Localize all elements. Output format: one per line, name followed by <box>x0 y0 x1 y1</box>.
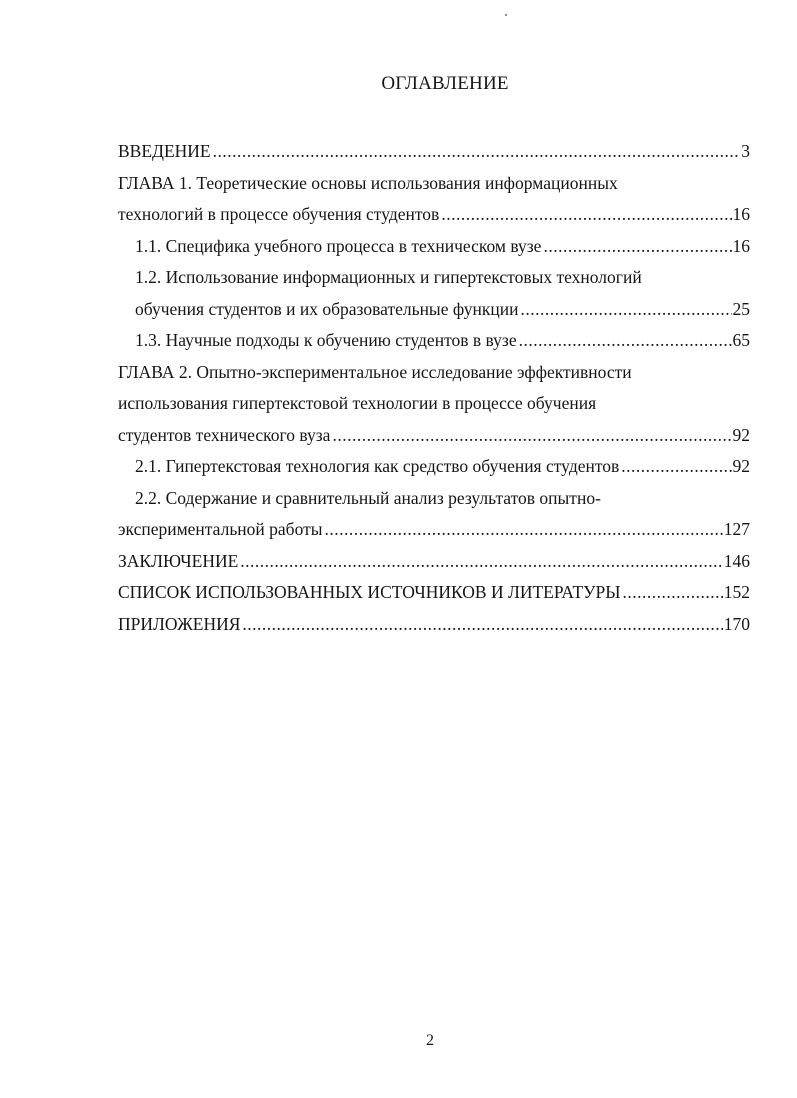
toc-entry-text: обучения студентов и их образовательные функции <box>135 298 519 319</box>
toc-entry-section-1-2 <box>118 262 750 294</box>
toc-leader-dots <box>543 231 731 263</box>
table-of-contents <box>118 136 750 640</box>
page-number: 2 <box>426 1032 434 1049</box>
toc-entry-page: 3 <box>741 141 750 161</box>
toc-leader-dots <box>213 136 741 168</box>
toc-entry-text: ГЛАВА 2. Опытно-экспериментальное исследование эффективности <box>118 361 632 382</box>
toc-entry-page: 65 <box>732 330 750 350</box>
toc-entry-page: 16 <box>732 235 750 256</box>
toc-entry-chapter-2 <box>118 357 750 389</box>
toc-entry-section-1-3 <box>118 325 750 357</box>
toc-entry-text: экспериментальной работы <box>118 519 323 539</box>
toc-entry-text: использования гипертекстовой технологии в процессе обучения <box>118 393 597 413</box>
toc-leader-dots <box>332 420 731 452</box>
toc-entry-text: 1.1. Специфика учебного процесса в техническом вузе <box>135 235 542 256</box>
toc-entry-page: 25 <box>732 298 750 319</box>
toc-entry-page: 152 <box>723 582 750 602</box>
toc-entry-section-1-2-cont <box>118 294 750 326</box>
toc-entry-chapter-2-cont-2 <box>118 420 750 452</box>
toc-entry-chapter-2-cont <box>118 388 750 420</box>
toc-entry-introduction <box>118 136 750 168</box>
toc-entry-text: 2.1. Гипертекстовая технология как средство обучения студентов <box>135 456 620 476</box>
toc-leader-dots <box>520 294 731 326</box>
toc-entry-page: 92 <box>732 456 750 476</box>
toc-entry-text: ПРИЛОЖЕНИЯ <box>118 613 241 634</box>
toc-leader-dots <box>242 609 722 641</box>
toc-entry-section-2-2 <box>118 483 750 515</box>
scan-speck <box>505 14 507 16</box>
toc-entry-section-2-2-cont <box>118 514 750 546</box>
toc-entry-section-1-1 <box>118 231 750 263</box>
toc-entry-text: ЗАКЛЮЧЕНИЕ <box>118 550 239 571</box>
toc-leader-dots <box>621 451 731 483</box>
toc-entry-section-2-1 <box>118 451 750 483</box>
toc-entry-chapter-1 <box>118 168 750 200</box>
toc-entry-text: 1.3. Научные подходы к обучению студентов в вузе <box>135 330 517 350</box>
toc-entry-text: ГЛАВА 1. Теоретические основы использования информационных <box>118 172 618 193</box>
toc-leader-dots <box>441 199 731 231</box>
toc-entry-text: СПИСОК ИСПОЛЬЗОВАННЫХ ИСТОЧНИКОВ И ЛИТЕРАТУРЫ <box>118 582 621 602</box>
toc-entry-references <box>118 577 750 609</box>
toc-entry-page: 146 <box>723 550 750 571</box>
toc-entry-appendices <box>118 609 750 641</box>
toc-entry-text: 1.2. Использование информационных и гипертекстовых технологий <box>135 267 642 287</box>
toc-entry-page: 16 <box>732 204 750 224</box>
toc-entry-page: 127 <box>723 519 750 539</box>
toc-entry-page: 170 <box>723 613 750 634</box>
toc-leader-dots <box>325 514 723 546</box>
toc-leader-dots <box>240 546 722 578</box>
toc-entry-text: технологий в процессе обучения студентов <box>118 204 440 224</box>
toc-leader-dots <box>519 325 732 357</box>
toc-title: ОГЛАВЛЕНИЕ <box>381 73 509 94</box>
toc-entry-page: 92 <box>732 424 750 445</box>
toc-entry-conclusion <box>118 546 750 578</box>
toc-entry-text: 2.2. Содержание и сравнительный анализ результатов опытно- <box>135 487 601 508</box>
toc-entry-chapter-1-cont <box>118 199 750 231</box>
toc-entry-text: ВВЕДЕНИЕ <box>118 141 211 161</box>
toc-entry-text: студентов технического вуза <box>118 424 331 445</box>
toc-leader-dots <box>623 577 723 609</box>
